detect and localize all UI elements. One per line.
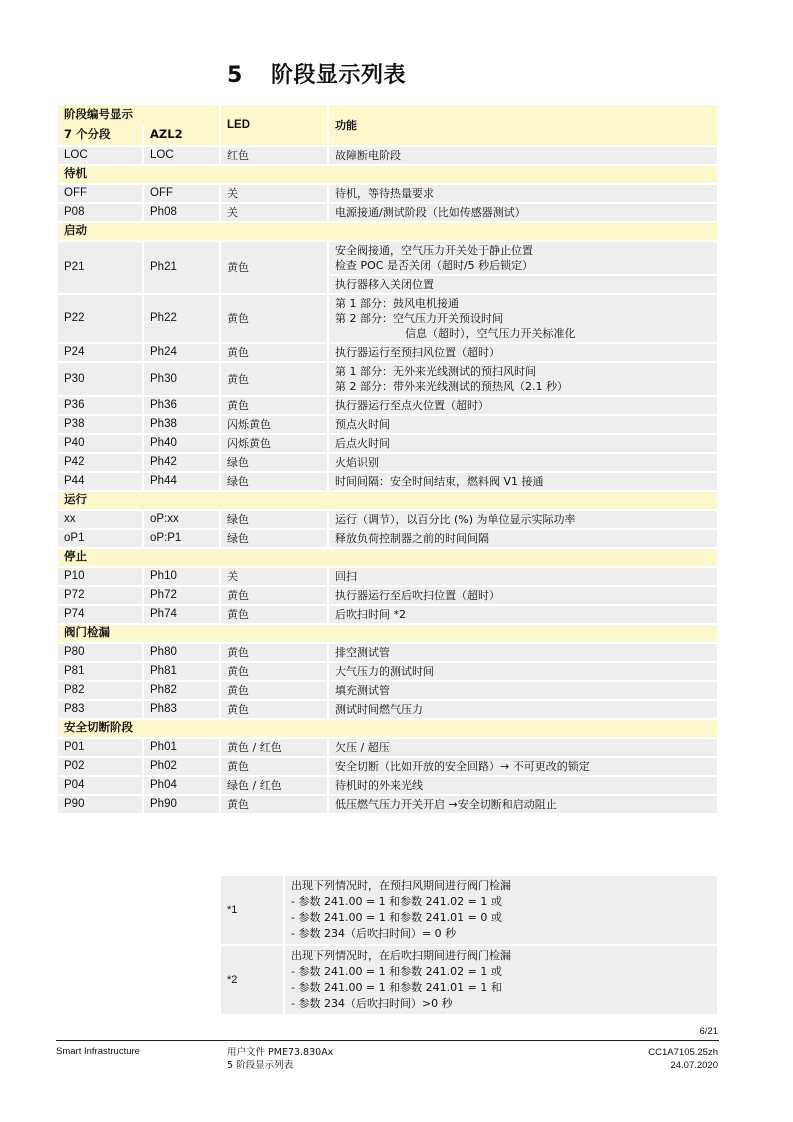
notes-table	[219, 874, 719, 1016]
phase-code-7seg: P08	[58, 204, 142, 221]
function-description	[329, 435, 717, 452]
function-description	[329, 344, 717, 361]
led-color: 关	[221, 204, 327, 221]
phase-code-7seg: P38	[58, 416, 142, 433]
function-description	[329, 530, 717, 547]
function-line: 大气压力的测试时间	[335, 665, 435, 678]
phase-code-azl2: Ph36	[144, 397, 219, 414]
function-description	[329, 185, 717, 202]
note-line: - 参数 241.00 = 1 和参数 241.02 = 1 或	[291, 895, 502, 908]
section-number: 5	[227, 63, 243, 88]
table-row	[58, 473, 717, 490]
function-line: 填充测试管	[335, 684, 391, 697]
function-line: 预点火时间	[335, 418, 391, 431]
section-title: 阶段显示列表	[271, 63, 407, 88]
table-row	[58, 295, 717, 342]
led-color: 绿色 / 红色	[221, 777, 327, 794]
phase-code-7seg: P90	[58, 796, 142, 813]
phase-code-azl2: Ph81	[144, 663, 219, 680]
group-label: 待机	[58, 166, 717, 183]
led-color: 绿色	[221, 454, 327, 471]
phase-code-azl2: oP:P1	[144, 530, 219, 547]
table-header-row	[58, 105, 717, 145]
phase-code-7seg: oP1	[58, 530, 142, 547]
phase-code-azl2: Ph42	[144, 454, 219, 471]
note-line: - 参数 241.00 = 1 和参数 241.02 = 1 或	[291, 965, 502, 978]
led-color: 黄色	[221, 663, 327, 680]
group-row	[58, 720, 717, 737]
note-text	[285, 876, 717, 944]
header-led: LED	[221, 105, 327, 145]
function-description	[329, 663, 717, 680]
function-line: 待机，等待热量要求	[335, 187, 435, 200]
phase-code-7seg: xx	[58, 511, 142, 528]
led-color: 黄色	[221, 344, 327, 361]
function-description	[329, 568, 717, 585]
group-row	[58, 625, 717, 642]
function-line: 低压燃气压力开关开启 →安全切断和启动阻止	[335, 798, 557, 811]
phase-code-7seg: P82	[58, 682, 142, 699]
function-line: 待机时的外来光线	[335, 779, 424, 792]
led-color: 黄色	[221, 701, 327, 718]
phase-code-azl2: oP:xx	[144, 511, 219, 528]
note-line: 出现下列情况时，在后吹扫期间进行阀门检漏	[291, 949, 511, 962]
table-row	[58, 682, 717, 699]
note-key: *1	[221, 876, 283, 944]
function-line: 火焰识别	[335, 456, 380, 469]
function-line: 电源接通/测试阶段（比如传感器测试）	[335, 206, 526, 219]
phase-code-azl2: Ph30	[144, 363, 219, 395]
phase-code-7seg: OFF	[58, 185, 142, 202]
function-line: 安全阀接通，空气压力开关处于静止位置	[335, 244, 534, 257]
function-line: 运行（调节），以百分比 (%) 为单位显示实际功率	[335, 513, 576, 526]
note-line: - 参数 241.00 = 1 和参数 241.01 = 1 和	[291, 981, 502, 994]
table-row	[58, 344, 717, 361]
table-row	[58, 147, 717, 164]
led-color: 黄色	[221, 606, 327, 623]
function-description	[329, 682, 717, 699]
footer-company: Smart Infrastructure	[56, 1046, 140, 1057]
led-color: 黄色	[221, 758, 327, 775]
function-line-indented: 信息（超时），空气压力开关标准化	[405, 327, 576, 340]
function-line: 释放负荷控制器之前的时间间隔	[335, 532, 490, 545]
group-label: 安全切断阶段	[58, 720, 717, 737]
footer-doc-title: 用户文件 PME73.830Ax	[227, 1047, 334, 1058]
function-line: 第 1 部分：鼓风电机接通	[335, 297, 460, 310]
phase-code-7seg: P22	[58, 295, 142, 342]
table-row	[58, 758, 717, 775]
table-row	[58, 530, 717, 547]
function-description	[329, 511, 717, 528]
phase-code-azl2: LOC	[144, 147, 219, 164]
function-line: 时间间隔：安全时间结束，燃料阀 V1 接通	[335, 475, 544, 488]
function-description	[329, 242, 717, 274]
group-label: 阀门检漏	[58, 625, 717, 642]
led-color: 关	[221, 568, 327, 585]
phase-code-7seg: P02	[58, 758, 142, 775]
header-phase-display	[58, 105, 219, 145]
header-col1-line1: 阶段编号显示	[58, 105, 219, 124]
phase-code-azl2: Ph01	[144, 739, 219, 756]
phase-code-azl2: Ph90	[144, 796, 219, 813]
header-col2: AZL2	[142, 124, 219, 145]
function-line: 欠压 / 超压	[335, 741, 390, 754]
table-row	[58, 568, 717, 585]
function-line: 后吹扫时间 *2	[335, 608, 407, 621]
phase-code-7seg: P04	[58, 777, 142, 794]
led-color: 黄色	[221, 796, 327, 813]
function-description	[329, 295, 717, 342]
phase-code-7seg: P40	[58, 435, 142, 452]
table-row	[58, 435, 717, 452]
phase-code-azl2: Ph10	[144, 568, 219, 585]
table-row	[58, 185, 717, 202]
led-color: 闪烁黄色	[221, 416, 327, 433]
function-description	[329, 758, 717, 775]
phase-code-azl2: Ph08	[144, 204, 219, 221]
table-row	[58, 663, 717, 680]
function-line: 第 2 部分：空气压力开关预设时间	[335, 312, 504, 325]
footer-reference	[648, 1046, 718, 1072]
group-row	[58, 166, 717, 183]
phase-code-azl2: Ph38	[144, 416, 219, 433]
footer-doc-section: 5 阶段显示列表	[227, 1060, 294, 1071]
phase-code-azl2: Ph22	[144, 295, 219, 342]
phase-code-azl2: Ph04	[144, 777, 219, 794]
phase-code-azl2: Ph24	[144, 344, 219, 361]
function-description	[329, 777, 717, 794]
table-row	[58, 416, 717, 433]
led-color: 黄色	[221, 295, 327, 342]
phase-code-7seg: P72	[58, 587, 142, 604]
phase-code-7seg: P83	[58, 701, 142, 718]
table-row	[58, 644, 717, 661]
phase-code-azl2: Ph02	[144, 758, 219, 775]
phase-code-7seg: LOC	[58, 147, 142, 164]
phase-code-7seg: P74	[58, 606, 142, 623]
function-line: 第 2 部分：带外来光线测试的预热风（2.1 秒）	[335, 380, 568, 393]
phase-code-7seg: P42	[58, 454, 142, 471]
group-label: 停止	[58, 549, 717, 566]
group-row	[58, 492, 717, 509]
function-description	[329, 739, 717, 756]
phase-code-7seg: P24	[58, 344, 142, 361]
function-description	[329, 204, 717, 221]
function-line: 执行器运行至预扫风位置（超时）	[335, 346, 501, 359]
group-label: 启动	[58, 223, 717, 240]
footer-date: 24.07.2020	[670, 1060, 718, 1071]
page-title	[227, 58, 406, 89]
phase-code-7seg: P30	[58, 363, 142, 395]
function-line: 测试时间燃气压力	[335, 703, 424, 716]
led-color: 闪烁黄色	[221, 435, 327, 452]
function-line: 回扫	[335, 570, 358, 583]
function-line: 排空测试管	[335, 646, 391, 659]
note-key: *2	[221, 946, 283, 1014]
function-line: 执行器运行至后吹扫位置（超时）	[335, 589, 501, 602]
led-color: 黄色	[221, 587, 327, 604]
group-label: 运行	[58, 492, 717, 509]
phase-code-7seg: P21	[58, 242, 142, 293]
table-row	[58, 397, 717, 414]
note-line: - 参数 234（后吹扫时间）>0 秒	[291, 997, 453, 1010]
footer-document	[227, 1046, 333, 1072]
function-description: 执行器移入关闭位置	[329, 276, 717, 293]
page-number: 6/21	[699, 1026, 718, 1037]
function-description	[329, 644, 717, 661]
led-color: 黄色 / 红色	[221, 739, 327, 756]
note-row	[221, 946, 717, 1014]
function-description	[329, 147, 717, 164]
note-line: 出现下列情况时，在预扫风期间进行阀门检漏	[291, 879, 511, 892]
phase-code-7seg: P80	[58, 644, 142, 661]
table-row	[58, 454, 717, 471]
note-row	[221, 876, 717, 944]
phase-code-7seg: P36	[58, 397, 142, 414]
table-row	[58, 777, 717, 794]
phase-code-azl2: Ph40	[144, 435, 219, 452]
header-col1-line2: 7 个分段	[58, 124, 142, 145]
group-row	[58, 549, 717, 566]
phase-code-7seg: P44	[58, 473, 142, 490]
phase-display-table	[56, 103, 719, 815]
phase-code-azl2: Ph74	[144, 606, 219, 623]
phase-code-7seg: P01	[58, 739, 142, 756]
function-line: 后点火时间	[335, 437, 391, 450]
phase-code-azl2: OFF	[144, 185, 219, 202]
table-row	[58, 511, 717, 528]
phase-code-azl2: Ph44	[144, 473, 219, 490]
phase-code-7seg: P10	[58, 568, 142, 585]
table-row	[58, 242, 717, 274]
function-description	[329, 701, 717, 718]
led-color: 绿色	[221, 530, 327, 547]
function-line: 安全切断（比如开放的安全回路）→ 不可更改的锁定	[335, 760, 590, 773]
phase-code-azl2: Ph82	[144, 682, 219, 699]
led-color: 黄色	[221, 644, 327, 661]
footer-doc-code: CC1A7105.25zh	[648, 1047, 718, 1058]
table-row	[58, 796, 717, 813]
table-row	[58, 204, 717, 221]
led-color: 红色	[221, 147, 327, 164]
led-color: 黄色	[221, 397, 327, 414]
function-description	[329, 796, 717, 813]
function-description	[329, 606, 717, 623]
function-description	[329, 416, 717, 433]
phase-code-azl2: Ph80	[144, 644, 219, 661]
phase-code-azl2: Ph72	[144, 587, 219, 604]
function-description	[329, 397, 717, 414]
function-line: 执行器运行至点火位置（超时）	[335, 399, 490, 412]
function-line: 故障断电阶段	[335, 149, 402, 162]
function-line: 检查 POC 是否关闭（超时/5 秒后锁定）	[335, 259, 534, 272]
footer-divider	[56, 1040, 719, 1041]
phase-code-azl2: Ph83	[144, 701, 219, 718]
function-description	[329, 473, 717, 490]
group-row	[58, 223, 717, 240]
led-color: 关	[221, 185, 327, 202]
phase-code-azl2: Ph21	[144, 242, 219, 293]
function-line: 第 1 部分：无外来光线测试的预扫风时间	[335, 365, 537, 378]
note-line: - 参数 241.00 = 1 和参数 241.01 = 0 或	[291, 911, 502, 924]
note-line: - 参数 234（后吹扫时间）= 0 秒	[291, 927, 457, 940]
table-row	[58, 606, 717, 623]
table-row	[58, 701, 717, 718]
led-color: 黄色	[221, 682, 327, 699]
function-description	[329, 363, 717, 395]
table-row	[58, 739, 717, 756]
note-text	[285, 946, 717, 1014]
led-color: 绿色	[221, 511, 327, 528]
table-row	[58, 587, 717, 604]
function-description	[329, 454, 717, 471]
led-color: 绿色	[221, 473, 327, 490]
function-description	[329, 587, 717, 604]
led-color: 黄色	[221, 242, 327, 293]
led-color: 黄色	[221, 363, 327, 395]
header-function: 功能	[329, 105, 717, 145]
table-row	[58, 363, 717, 395]
phase-code-7seg: P81	[58, 663, 142, 680]
